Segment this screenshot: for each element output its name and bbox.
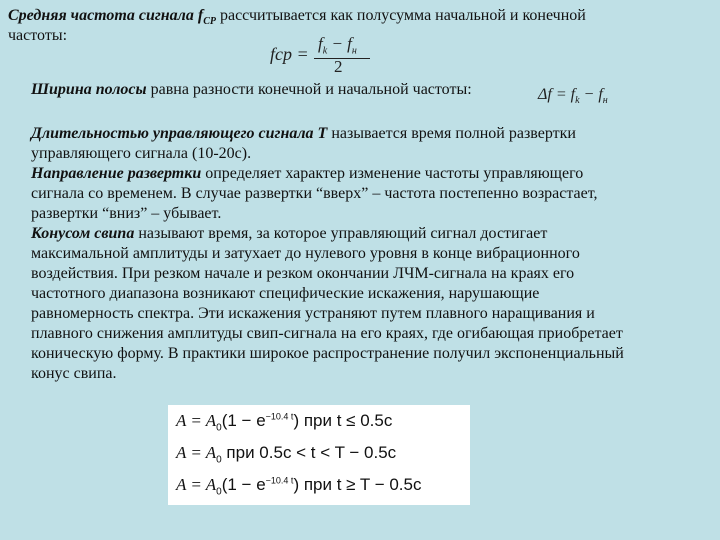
intro-term: Средняя частота сигнала f xyxy=(8,7,204,24)
intro-line-1 xyxy=(8,6,586,32)
equation-2: $A = A_0$ при 0.5c < t < T − 0.5c xyxy=(176,443,397,466)
para-line-12: коническую форму. В практики широкое распространение получил экспоненциальный xyxy=(31,345,624,362)
para-line-2: управляющего сигнала (10-20с). xyxy=(31,145,252,162)
equation-3: $A = A_0(1 - e^{-10.4 t})$ при t ≥ T − 0.5c xyxy=(176,475,422,498)
para-line-6: Конусом свипа называют время, за которое управляющий сигнал достигает xyxy=(31,225,548,242)
intro-term-sub: СР xyxy=(203,16,216,28)
bandwidth-term: Ширина полосы xyxy=(31,81,147,98)
para-line-8: воздействия. При резком начале и резком окончании ЛЧМ-сигнала на краях его xyxy=(31,265,575,282)
para-line-3: Направление развертки определяет характер изменение частоты управляющего xyxy=(31,165,584,182)
equation-1: $A = A_0(1 - e^{-10.4 t})$ при t ≤ 0.5c xyxy=(176,411,393,434)
para-line-10: равномерность спектра. Эти искажения устраняют путем плавного наращивания и xyxy=(31,305,595,322)
para-line-7: максимальной амплитуды и затухает до нулевого уровня в конце вибрационного xyxy=(31,245,580,262)
bandwidth-text: равна разности конечной и начальной частоты: xyxy=(146,81,472,98)
intro-text-1: рассчитывается как полусумма начальной и конечной xyxy=(215,7,586,24)
para-line-13: конус свипа. xyxy=(31,365,117,382)
fcp-lhs: fcp = xyxy=(270,44,309,64)
para-line-1: Длительностью управляющего сигнала Т называется время полной развертки xyxy=(31,125,576,142)
para-line-5: развертки “вниз” – убывает. xyxy=(31,205,222,222)
bandwidth-line xyxy=(31,80,472,100)
fcp-numerator: $f_k - f_н$ xyxy=(318,34,357,57)
sweep-cone-equations-box xyxy=(168,405,470,505)
fcp-denominator: 2 xyxy=(334,57,343,76)
para-line-11: плавного снижения амплитуды свип-сигнала на его краях, где огибающая приобретает xyxy=(31,325,623,342)
para-line-9: частотного диапазона возникают специфические искажения, нарушающие xyxy=(31,285,540,302)
intro-line-2: частоты: xyxy=(8,27,68,44)
bandwidth-formula: $\Delta f = f_k - f_н$ xyxy=(538,86,608,107)
para-line-4: сигнала со временем. В случае развертки “вверх” – частота постепенно возрастает, xyxy=(31,185,598,202)
